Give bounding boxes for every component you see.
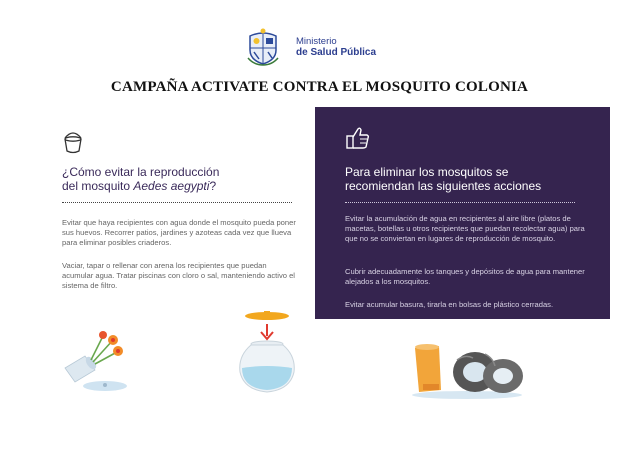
left-heading-line-1: ¿Cómo evitar la reproducción <box>62 165 220 179</box>
ministry-line-2: de Salud Pública <box>296 47 377 58</box>
ministry-line-1: Ministerio <box>296 36 337 47</box>
left-heading-line-2 <box>62 179 302 193</box>
heading-suffix: ? <box>209 179 217 193</box>
right-paragraph-3: Evitar acumular basura, tirarla en bolsas de plástico cerradas. <box>345 300 554 309</box>
left-paragraph-2: Vaciar, tapar o rellenar con arena los recipientes que puedan acumular agua. Tratar piscinas con cloro o sal, manteniendo activo el sistema de filtro. <box>62 261 295 290</box>
ministry-logo-icon <box>246 28 280 66</box>
bucket-icon <box>62 130 84 154</box>
tipped-vase-with-flowers-illustration <box>55 318 145 398</box>
covered-jar-illustration <box>230 308 305 396</box>
right-heading-line-1: Para eliminar los mosquitos se <box>345 165 509 179</box>
right-divider <box>345 202 575 203</box>
bucket-and-tires-illustration <box>405 340 530 400</box>
right-heading-line-2: recomiendan las siguientes acciones <box>345 179 542 193</box>
species-name: Aedes aegypti <box>133 179 210 193</box>
right-paragraph-2: Cubrir adecuadamente los tanques y depósitos de agua para mantener alejados a los mosquitos. <box>345 267 585 286</box>
left-paragraph-1: Evitar que haya recipientes con agua donde el mosquito pueda poner sus huevos. Recorrer patios, jardines y azoteas cada vez que llueva para eliminar posibles criaderos. <box>62 218 296 247</box>
page-title: CAMPAÑA ACTIVATE CONTRA EL MOSQUITO COLONIA <box>110 79 529 95</box>
right-heading <box>345 165 595 193</box>
left-divider <box>62 202 292 203</box>
left-heading <box>62 165 302 193</box>
right-paragraph-1: Evitar la acumulación de agua en recipientes al aire libre (platos de macetas, botellas u otros recipientes que puedan recolectar agua) para que no se conviertan en lugares de reproducción de mosquito. <box>345 214 585 243</box>
thumbs-up-icon <box>345 125 371 151</box>
heading-prefix: del mosquito <box>62 179 134 193</box>
ministry-name <box>296 36 376 58</box>
